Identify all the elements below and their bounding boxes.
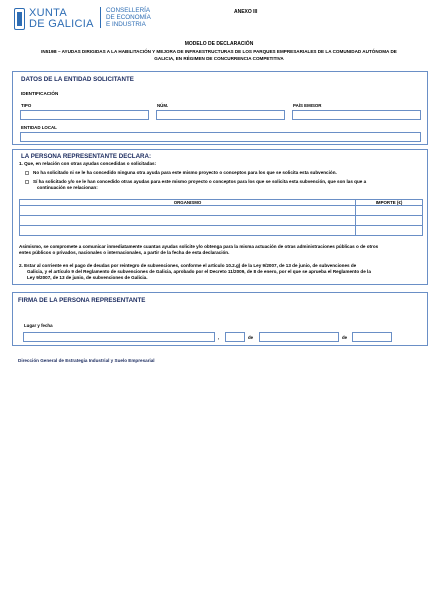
importe-cell[interactable] xyxy=(356,206,423,216)
department-name xyxy=(100,7,170,28)
document-titles xyxy=(12,41,426,62)
type-label: TIPO xyxy=(21,103,32,108)
table-row xyxy=(20,216,423,226)
department-line-2: DE ECONOMÍA xyxy=(106,14,151,21)
place-date-label: Lugar y fecha xyxy=(24,323,53,328)
table-row xyxy=(20,226,423,236)
option-no-aid xyxy=(25,170,425,176)
option-other-aid-continuation: continuación se relacionan: xyxy=(37,185,98,190)
item-2-line-1: 2. Estar al corriente en el pago de deudas por reintegro de subvenciones, conforme el artículo 10.2.g) de la Ley 9/2007, de 13 de junio, de subvenciones de xyxy=(19,263,357,268)
commitment-line-1: Asimismo, se compromete a comunicar inmediatamente cuantas ayudas solicite y/o obtenga para la misma actuación de otras administraciones públicas o de otros xyxy=(19,244,379,249)
logo-line-2: DE GALICIA xyxy=(29,18,94,30)
document-subtitle-line-2: GALICIA, EN RÉGIMEN DE CONCURRENCIA COMPETITIVA xyxy=(154,56,284,61)
logo-line-1: XUNTA xyxy=(29,7,67,19)
option-other-aid-text-1: Sí ha solicitado y/o se le han concedido otras ayudas para este mismo proyecto o conceptos para los que se solicita esta subvención, que son las que a xyxy=(33,179,367,184)
signature-section-title: FIRMA DE LA PERSONA REPRESENTANTE xyxy=(18,297,146,304)
number-field[interactable] xyxy=(156,110,285,120)
col-organismo: ORGANISMO xyxy=(20,200,356,206)
entity-section-title: DATOS DE LA ENTIDAD SOLICITANTE xyxy=(21,76,134,83)
number-label: NÚM. xyxy=(157,103,169,108)
galicia-seal-icon xyxy=(14,8,25,30)
importe-cell[interactable] xyxy=(356,226,423,236)
declaration-item-2 xyxy=(19,263,425,281)
country-field[interactable] xyxy=(292,110,421,120)
comma-separator: , xyxy=(218,335,220,340)
organismo-cell[interactable] xyxy=(20,216,356,226)
item-2-line-2: Galicia, y el artículo 9 del Reglamento de subvenciones de Galicia, aprobado por el Decreto 11/2009, de 8 de enero, por el que se aprueba el Reglamento de la xyxy=(27,269,371,274)
aid-table xyxy=(19,199,423,236)
item-2-line-3: Ley 9/2007, de 13 de junio, de subvenciones de Galicia. xyxy=(27,275,148,280)
entity-section xyxy=(12,71,428,145)
commitment-line-2: entes públicos o privados, nacionales o internacionales, a partir de la fecha de esta declaración. xyxy=(19,250,230,255)
footer-department: Dirección General de Estrategia Industrial y Suelo Empresarial xyxy=(18,358,155,363)
signature-section xyxy=(12,292,428,346)
annex-label: ANEXO III xyxy=(234,9,258,15)
de-separator-1: de xyxy=(248,335,254,340)
place-field[interactable] xyxy=(23,332,215,342)
organismo-cell[interactable] xyxy=(20,206,356,216)
year-field[interactable] xyxy=(352,332,392,342)
page-header xyxy=(14,6,434,34)
option-no-aid-checkbox[interactable] xyxy=(25,171,29,175)
option-no-aid-text: No ha solicitado ni se le ha concedido ninguna otra ayuda para este mismo proyecto o conceptos para los que se solicita esta subvención. xyxy=(33,170,337,175)
de-separator-2: de xyxy=(342,335,348,340)
document-title: MODELO DE DECLARACIÓN xyxy=(184,41,254,47)
country-label: PAÍS EMISOR xyxy=(293,103,322,108)
department-line-1: CONSELLERÍA xyxy=(106,7,151,14)
local-entity-label: ENTIDAD LOCAL xyxy=(21,125,57,130)
local-entity-field[interactable] xyxy=(20,132,421,142)
department-line-3: E INDUSTRIA xyxy=(106,21,146,28)
option-other-aid-checkbox[interactable] xyxy=(25,180,29,184)
table-row xyxy=(20,206,423,216)
commitment-text xyxy=(19,244,425,256)
document-subtitle-line-1: IN519B – AYUDAS DIRIGIDAS A LA HABILITACIÓN Y MEJORA DE INFRAESTRUCTURAS DE LOS PARQUES EMPRESARIALES DE LA COMUNIDAD AUTÓNOMA DE xyxy=(41,49,397,54)
importe-cell[interactable] xyxy=(356,216,423,226)
organismo-cell[interactable] xyxy=(20,226,356,236)
identification-heading: IDENTIFICACIÓN xyxy=(21,91,59,96)
type-field[interactable] xyxy=(20,110,149,120)
declaration-item-1: 1. Que, en relación con otras ayudas concedidas o solicitadas: xyxy=(19,161,157,166)
month-field[interactable] xyxy=(259,332,339,342)
declaration-section xyxy=(12,149,428,285)
day-field[interactable] xyxy=(225,332,245,342)
declaration-section-title: LA PERSONA REPRESENTANTE DECLARA: xyxy=(21,153,152,160)
col-importe: IMPORTE (€) xyxy=(356,200,423,206)
